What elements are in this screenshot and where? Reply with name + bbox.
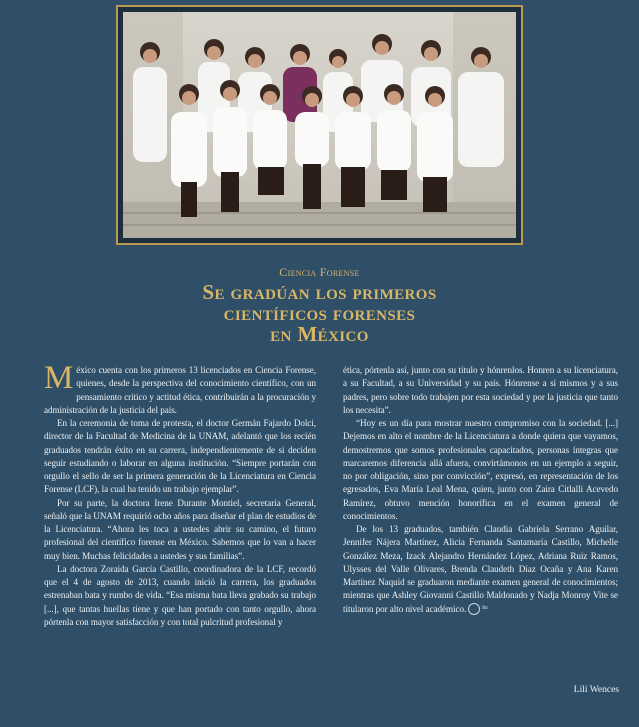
article-column-right	[343, 364, 618, 616]
section-kicker: Ciencia Forense	[279, 265, 360, 279]
article-paragraph: México cuenta con los primeros 13 licenciados en Ciencia Forense, quienes, desde la perspectiva del conocimiento científico, con un pensamiento crítico y actitud ética, contribuirán a la procuración y administración de la justicia del país.	[44, 360, 316, 415]
title-line: científicos forenses	[223, 301, 416, 325]
article-column-left	[44, 360, 316, 629]
drop-cap: M	[44, 360, 74, 396]
author-credit: Lili Wences	[573, 685, 619, 695]
graduates-group-photo	[123, 12, 516, 238]
article-paragraph: “Hoy es un día para mostrar nuestro compromiso con la sociedad. [...] Dejemos en alto el nombre de la Licenciatura a donde quiera que vayamos, demostremos que somos profesionales capacitados, personas íntegras que marcaremos diferencia allá afuera, convirtámonos en un ejemplo a seguir, no por obligación, sino por convicción”, expresó, en representación de los egresados, Eva María Leal Mena, quien, junto con Zaira Citlalli Acevedo Ramírez, obtuvo mención honorífica en el examen general de conocimientos.	[343, 418, 618, 521]
article-paragraph: En la ceremonia de toma de protesta, el doctor Germán Fajardo Dolci, director de la Facultad de Medicina de la UNAM, adelantó que los recién graduados tendrán éxito en su carrera, independientemente de si deciden seguir estudiando o laborar en alguna institución. “Siempre portarán con orgullo el sello de ser la primera generación de la Licenciatura en Ciencia Forense (LCF), la cual ha tenido un trabajo ejemplar”.	[44, 418, 316, 495]
article-title	[0, 282, 639, 345]
article-paragraph: De los 13 graduados, también Claudia Gabriela Serrano Aguilar, Jennifer Nájera Martínez, Alicia Fernanda Santamaría Castillo, Michelle González Meza, Izack Alejandro Hernández López, Adriana Ruiz Ramos, Ulysses del Valle Olivares, Brenda Claudeth Díaz Ocaña y Ana Karen Martínez Naquid se graduaron mediante examen general de conocimientos; mientras que Ashley Giovanni Castillo Maldonado y Nadja Monroy Vite se titularon por alto nivel académico. fm	[343, 524, 618, 614]
title-line: Se gradúan los primeros	[202, 280, 437, 304]
article-paragraph: Por su parte, la doctora Irene Durante Montiel, secretaria General, señaló que la UNAM requirió ocho años para diseñar el plan de estudios de la Licenciatura. “Ahora les toca a ustedes abrir su camino, el futuro profesional del científico forense en México. Sabemos que lo van a hacer muy bien. Muchas felicidades a ustedes y sus familias”.	[44, 497, 316, 561]
article-paragraph: ética, pórtenla así, junto con su título y hónrenlos. Honren a su licenciatura, a su Facultad, a su Universidad y su país. Hónrense a sí mismos y a sus padres, pero sobre todo trabajen por esta sociedad y por la justicia que tanto los necesita”.	[343, 365, 618, 415]
graduates-photo-frame	[116, 5, 523, 245]
article-paragraph: La doctora Zoraida García Castillo, coordinadora de la LCF, recordó que el 4 de agosto de 2013, cuando inició la carrera, los graduados estrenaban bata y rumbo de vida. “Esa misma bata lleva grabado su trabajo [...], que tantas huellas tiene y que han portado con tanto orgullo, ahora pórtenla con mayor satisfacción y con total pulcritud profesional y	[44, 563, 316, 627]
end-mark-icon: fm	[468, 603, 480, 615]
title-line: en México	[270, 322, 369, 346]
